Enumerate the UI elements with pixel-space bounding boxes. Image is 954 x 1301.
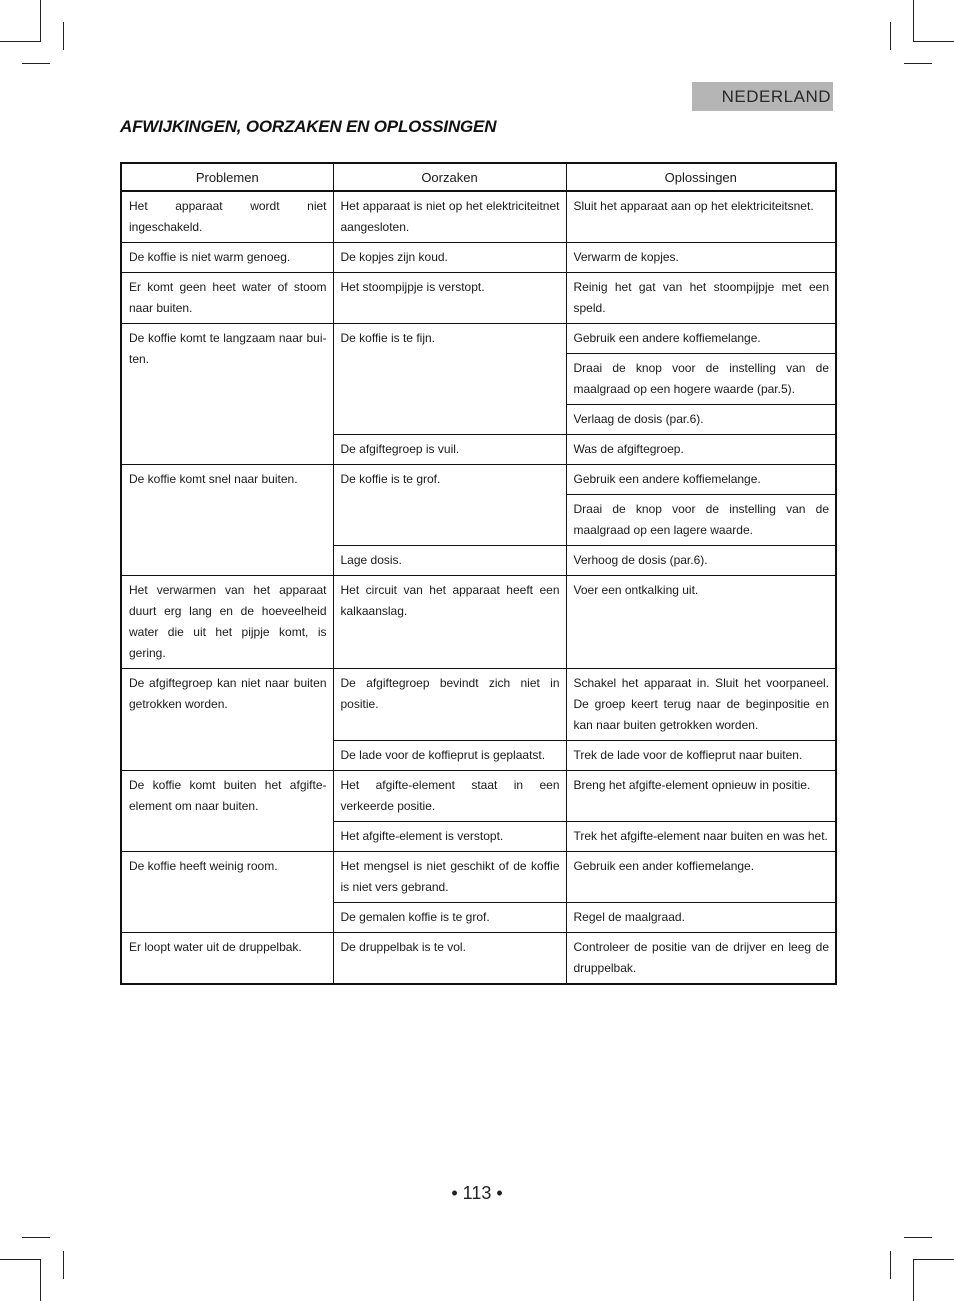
table-row [121,191,836,243]
table-row [121,243,836,273]
solution-cell: Gebruik een andere koffiemelange. [566,465,836,495]
crop-mark [914,41,954,42]
problem-cell: De koffie komt te langzaam naar bui-ten. [121,324,333,465]
crop-mark [913,0,914,42]
solution-cell: Was de afgiftegroep. [566,435,836,465]
crop-mark [22,63,50,64]
header-causes: Oorzaken [333,163,566,191]
header-problems: Problemen [121,163,333,191]
crop-mark [63,1251,64,1279]
crop-mark [40,1259,41,1301]
table-row [121,465,836,495]
solution-cell: Breng het afgifte-element opnieuw in positie. [566,771,836,822]
solution-cell: Controleer de positie van de drijver en leeg de druppelbak. [566,933,836,985]
problem-cell: De koffie komt buiten het afgifte-element om naar buiten. [121,771,333,852]
cause-cell: De gemalen koffie is te grof. [333,903,566,933]
solution-cell: Draai de knop voor de instelling van de maalgraad op een lagere waarde. [566,495,836,546]
cause-cell: De lade voor de koffieprut is geplaatst. [333,741,566,771]
solution-cell: Reinig het gat van het stoompijpje met een speld. [566,273,836,324]
problem-cell: Er loopt water uit de druppelbak. [121,933,333,985]
cause-cell: De kopjes zijn koud. [333,243,566,273]
header-solutions: Oplossingen [566,163,836,191]
solution-cell: Sluit het apparaat aan op het elektriciteitsnet. [566,191,836,243]
crop-mark [913,1259,914,1301]
cause-cell: Het stoompijpje is verstopt. [333,273,566,324]
problem-cell: De afgiftegroep kan niet naar buiten getrokken worden. [121,669,333,771]
table-row [121,771,836,822]
table-row [121,933,836,985]
solution-cell: Schakel het apparaat in. Sluit het voorpaneel. De groep keert terug naar de beginpositie en kan naar buiten getrokken worden. [566,669,836,741]
cause-cell: De afgiftegroep is vuil. [333,435,566,465]
crop-mark [890,22,891,50]
problem-cell: De koffie heeft weinig room. [121,852,333,933]
cause-cell: Het afgifte-element staat in een verkeerde positie. [333,771,566,822]
table-row [121,669,836,741]
solution-cell: Trek het afgifte-element naar buiten en was het. [566,822,836,852]
table-row [121,852,836,903]
cause-cell: De druppelbak is te vol. [333,933,566,985]
crop-mark [0,1259,40,1260]
page-number: • 113 • [451,1183,503,1203]
cause-cell: Het circuit van het apparaat heeft een kalkaanslag. [333,576,566,669]
table-header-row [121,163,836,191]
cause-cell: Het mengsel is niet geschikt of de koffie is niet vers gebrand. [333,852,566,903]
problem-cell: De koffie is niet warm genoeg. [121,243,333,273]
crop-mark [890,1251,891,1279]
problem-cell: Het verwarmen van het apparaat duurt erg lang en de hoeveelheid water die uit het pijpje komt, is gering. [121,576,333,669]
problem-cell: Er komt geen heet water of stoom naar buiten. [121,273,333,324]
solution-cell: Verwarm de kopjes. [566,243,836,273]
solution-cell: Gebruik een andere koffiemelange. [566,324,836,354]
crop-mark [904,63,932,64]
language-tab: NEDERLAND [692,82,833,111]
table-row [121,576,836,669]
cause-cell: De koffie is te grof. [333,465,566,546]
solution-cell: Regel de maalgraad. [566,903,836,933]
troubleshooting-table [120,162,837,985]
cause-cell: De afgiftegroep bevindt zich niet in positie. [333,669,566,741]
problem-cell: De koffie komt snel naar buiten. [121,465,333,576]
solution-cell: Voer een ontkalking uit. [566,576,836,669]
crop-mark [22,1237,50,1238]
cause-cell: Lage dosis. [333,546,566,576]
cause-cell: Het afgifte-element is verstopt. [333,822,566,852]
solution-cell: Verhoog de dosis (par.6). [566,546,836,576]
table-row [121,273,836,324]
solution-cell: Draai de knop voor de instelling van de maalgraad op een hogere waarde (par.5). [566,354,836,405]
problem-cell: Het apparaat wordt niet ingeschakeld. [121,191,333,243]
crop-mark [0,41,40,42]
cause-cell: De koffie is te fijn. [333,324,566,435]
section-title: AFWIJKINGEN, OORZAKEN EN OPLOSSINGEN [120,117,497,136]
crop-mark [904,1237,932,1238]
crop-mark [914,1259,954,1260]
solution-cell: Verlaag de dosis (par.6). [566,405,836,435]
cause-cell: Het apparaat is niet op het elektriciteitnet aangesloten. [333,191,566,243]
crop-mark [40,0,41,42]
crop-mark [63,22,64,50]
table-row [121,324,836,354]
solution-cell: Gebruik een ander koffiemelange. [566,852,836,903]
solution-cell: Trek de lade voor de koffieprut naar buiten. [566,741,836,771]
